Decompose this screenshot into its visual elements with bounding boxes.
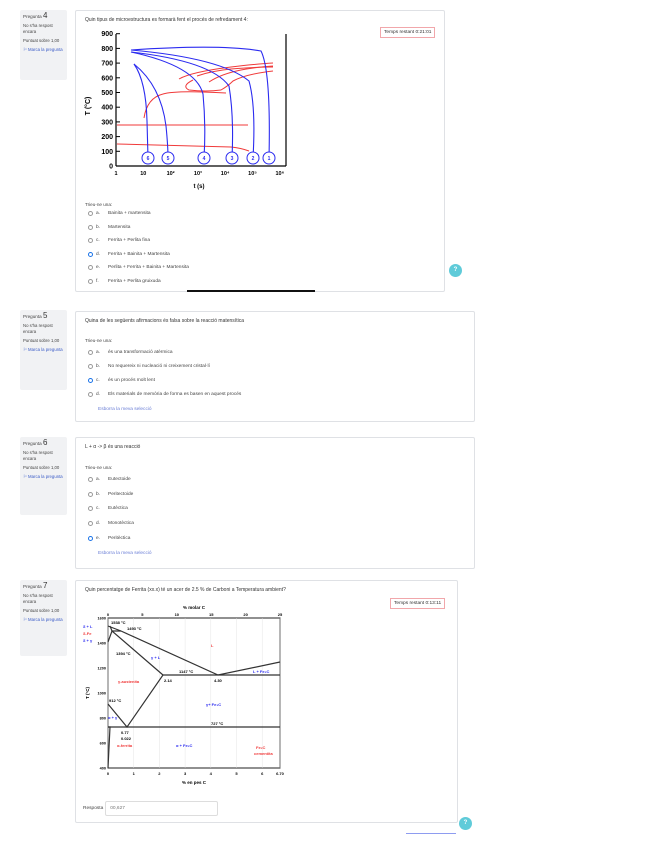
fe-c-phase-diagram [81,601,301,786]
y-tick-label: 500 [101,90,113,97]
question-score: Puntuat sobre 1,00 [23,338,60,343]
x-axis-label: t (s) [193,184,205,190]
answer-option[interactable] [88,265,189,270]
phase-label: γ-austenita [118,679,140,684]
radio-button[interactable] [88,506,93,511]
x-tick-label: 10² [166,171,175,177]
question-text: Quin tipus de microestructura es formarà fent el procés de refredament 4: [85,17,248,23]
answer-option[interactable] [88,492,133,497]
question-score: Puntuat sobre 1,00 [23,608,60,613]
top-tick-label: 20 [243,612,248,617]
phase-label: 0.77 [121,730,129,735]
clear-selection-link[interactable]: Esborra la meva selecció [98,407,152,412]
phase-label: 912 °C [109,698,122,703]
top-tick-label: 5 [141,612,144,617]
question-label: Pregunta [23,314,42,319]
option-text: és una transformació atèrmica [108,350,173,355]
answer-option[interactable] [88,477,131,482]
question-text: Quin percentatge de Ferrita (xx.x) té un acer de 2.5 % de Carboni a Temperatura ambient? [85,587,286,593]
y-tick-label: 600 [101,75,113,83]
radio-button[interactable] [88,265,93,270]
y-tick-label: 900 [101,31,113,39]
phase-label: α + Fe₃C [176,743,193,748]
option-text: Peritectoide [108,491,134,497]
x-tick-label: 1 [132,771,135,776]
option-text: Eutèctica [108,506,128,512]
radio-button[interactable] [88,477,93,482]
choose-one-label: Trieu-ne una: [85,338,113,343]
phase-label: 2.14 [164,678,172,683]
radio-button[interactable] [88,378,93,383]
option-text: Martensita [108,224,131,230]
answer-option[interactable] [88,225,130,230]
radio-button[interactable] [88,492,93,497]
phase-label: 727 °C [211,721,224,726]
question-5-card [75,311,475,422]
divider [187,290,315,292]
y-tick-label: 600 [99,741,106,746]
x-tick-label: 0 [106,771,110,776]
cooling-curve-marker [247,152,259,164]
top-axis-label: % molar C [182,605,206,610]
question-6-info [20,437,67,515]
question-5-info [20,310,67,390]
answer-input[interactable]: 00,627 [105,801,218,816]
phase-label: 1147 °C [179,669,194,674]
y-tick-label: 800 [101,45,113,53]
option-text: Ferrita + Perlita fina [108,238,150,244]
x-tick-label: 4 [209,771,212,776]
option-text: Ferrita + Perlita gruixuda [108,279,161,284]
top-tick-label: 0 [106,612,110,617]
choose-one-label: Trieu-ne una: [85,202,113,207]
phase-label: δ + L [83,624,93,629]
help-button[interactable]: ? [449,264,462,277]
x-axis-label: % en pes C [181,780,207,785]
cooling-curve-marker [198,152,210,164]
y-tick-label: 1200 [97,666,106,671]
answer-option[interactable] [88,506,128,511]
cooling-curves [131,47,269,158]
flag-question-link[interactable]: ⚐ Marca la pregunta [23,347,63,352]
x-tick-label: 6 [261,771,264,776]
x-tick-label: 3 [183,771,187,776]
question-4-info [20,10,67,80]
question-number: 5 [42,311,48,320]
x-tick-label: 10⁶ [275,171,285,177]
question-number: 7 [42,581,48,590]
question-status: No s'ha respost encara [23,323,53,334]
phase-label: L [211,643,214,648]
phase-label: α-ferrita [117,743,133,748]
option-letter: a. [96,211,101,216]
question-label: Pregunta [23,14,42,19]
next-page-link-underline[interactable] [406,833,456,834]
answer-option[interactable] [88,238,150,243]
y-tick-label: 400 [101,104,113,112]
flag-label: Marca la pregunta [28,474,63,479]
flag-question-link[interactable]: ⚐ Marca la pregunta [23,474,63,479]
option-text: Ferrita + Bainita + Martensita [108,251,170,257]
y-tick-label: 1600 [97,616,106,621]
option-letter: b. [96,364,101,369]
option-letter: d. [96,521,101,527]
phase-label: 0.022 [121,736,132,741]
question-6-card [75,437,475,569]
phase-label: L + Fe₃C [253,669,270,674]
flag-question-link[interactable]: ⚐ Marca la pregunta [23,47,63,52]
curve-number: 2 [251,156,255,162]
curve-number: 3 [230,156,234,162]
question-status: No s'ha respost encara [23,450,53,461]
clear-selection-link[interactable]: Esborra la meva selecció [98,551,152,556]
question-7-info [20,580,67,656]
phase-label: 1538 °C [111,620,126,625]
x-tick-label: 10⁴ [220,171,230,177]
answer-option[interactable] [88,378,155,383]
phase-label: γ + L [151,655,161,660]
y-tick-label: 0 [109,163,113,171]
option-text: Eutectoide [108,477,131,482]
answer-label: Resposta [83,806,104,811]
option-text: Els materials de memòria de forma es basen en aquest procés [108,392,242,397]
question-text: L + α -> β és una reacció [85,444,141,450]
question-status: No s'ha respost encara [23,23,53,34]
phase-label: δ-Fe [83,631,92,636]
answer-option[interactable] [88,252,170,257]
phase-label: cementita [254,751,273,756]
choose-one-label: Trieu-ne una: [85,465,113,470]
flag-label: Marca la pregunta [28,617,63,622]
radio-button[interactable] [88,521,93,526]
option-letter: a. [96,477,101,482]
question-7-card [75,580,458,823]
flag-label: Marca la pregunta [28,347,63,352]
option-letter: d. [96,392,101,397]
cooling-curve-marker [142,152,154,164]
x-tick-label: 5 [235,771,238,776]
y-tick-label: 700 [101,60,113,68]
option-letter: f. [96,279,99,284]
timer: Temps restant 0:21:01 [380,27,435,38]
question-status: No s'ha respost encara [23,593,53,604]
x-tick-label: 6.70 [276,771,284,776]
flag-label: Marca la pregunta [28,47,63,52]
option-letter: c. [96,238,100,244]
curve-number: 1 [267,156,271,162]
help-button[interactable]: ? [459,817,472,830]
answer-option[interactable] [88,279,161,284]
answer-option[interactable] [88,392,241,397]
option-text: No requereix ni nucleació ni creixement cristal·lí [108,364,210,369]
curve-number: 4 [202,156,206,162]
phase-label: δ + γ [83,638,93,643]
y-axis-label: T (°C) [85,686,90,700]
phase-label: Fe₃C [256,745,266,750]
x-tick-label: 10³ [193,171,202,177]
phase-label: 1493 °C [127,626,142,631]
x-tick-label: 1 [114,171,118,177]
y-tick-label: 100 [101,148,113,156]
curve-number: 6 [146,156,150,162]
radio-button[interactable] [88,211,93,216]
option-text: és un procés molt lent [108,378,155,383]
cooling-curve-marker [226,152,238,164]
curve-number: 5 [166,156,170,162]
cooling-curve-marker [263,152,275,164]
option-letter: e. [96,535,101,541]
option-letter: b. [96,491,101,497]
x-tick-label: 2 [158,771,161,776]
radio-button[interactable] [88,252,93,257]
x-tick-label: 10⁵ [248,171,257,177]
radio-button[interactable] [88,392,93,397]
question-4-card [75,10,445,292]
answer-option[interactable] [88,364,210,369]
question-text: Quina de les següents afirmacions és falsa sobre la reacció matensítica [85,318,244,324]
answer-option[interactable] [88,350,173,355]
y-tick-label: 1000 [97,691,106,696]
question-score: Puntuat sobre 1,00 [23,465,60,470]
x-tick-label: 10 [140,171,147,177]
radio-button[interactable] [88,350,93,355]
answer-option[interactable] [88,536,130,541]
question-label: Pregunta [23,441,42,446]
cct-diagram [81,26,296,198]
question-number: 4 [42,11,48,20]
radio-button[interactable] [88,279,93,284]
option-letter: e. [96,265,101,271]
y-tick-label: 200 [101,134,113,142]
y-tick-label: 400 [99,766,106,771]
answer-option[interactable] [88,211,151,216]
question-score: Puntuat sobre 1,00 [23,38,60,43]
top-tick-label: 10 [174,612,180,617]
y-tick-label: 800 [99,716,106,721]
top-tick-label: 25 [277,612,283,617]
phase-label: 4.30 [214,678,222,683]
radio-button[interactable] [88,364,93,369]
answer-option[interactable] [88,521,134,526]
option-text: Perlita + Ferrita + Bainita + Martensita [108,265,189,271]
option-text: Monotèctica [108,521,134,527]
phase-label: 1394 °C [116,651,131,656]
option-letter: c. [96,378,100,383]
flag-question-link[interactable]: ⚐ Marca la pregunta [23,617,63,622]
option-letter: a. [96,350,101,355]
question-number: 6 [42,438,48,447]
option-text: Bainita + martensita [108,211,151,216]
y-tick-label: 1400 [97,641,106,646]
y-tick-label: 300 [101,119,113,127]
radio-button[interactable] [88,225,93,230]
question-label: Pregunta [23,584,42,589]
radio-button[interactable] [88,536,93,541]
option-letter: c. [96,506,100,512]
phase-label: γ+ Fe₃C [206,702,222,707]
option-letter: b. [96,224,101,230]
y-axis-label: T (°C) [85,96,92,116]
radio-button[interactable] [88,238,93,243]
phase-label: α + γ [108,715,118,720]
top-tick-label: 15 [208,612,214,617]
option-letter: d. [96,251,101,257]
cooling-curve-marker [162,152,174,164]
option-text: Peritèctica [108,535,131,541]
timer: Temps restant 0:13:11 [390,598,445,609]
